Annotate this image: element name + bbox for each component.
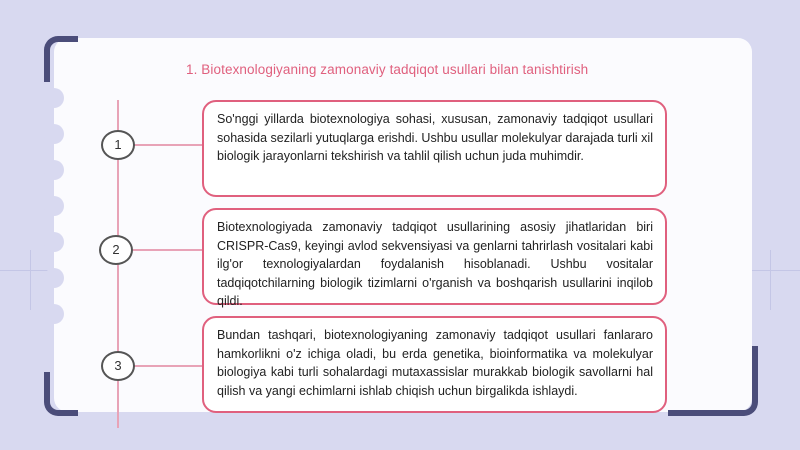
notch (44, 232, 64, 252)
step-text-box: Bundan tashqari, biotexnologiyaning zamonaviy tadqiqot usullari fanlararo hamkorlikni o'z ichiga oladi, bu erda genetika, bioinformatika va molekulyar biologiya kabi turli sohalardagi mutaxassislar murakkab biologik savollarni hal qilish va yangi echimlarni ishlab chiqish uchun birgalikda ishlaydi. (202, 316, 667, 413)
step-text-box: Biotexnologiyada zamonaviy tadqiqot usullarining asosiy jihatlaridan biri CRISPR-Cas9, keyingi avlod sekvensiyasi va genlarni tahrirlash vositalari kabi ilg'or texnologiyalardan foydalanish hisoblanadi. Ushbu vositalar tadqiqotchilarning biologik tizimlarni o'rganish va boshqarish usullarini inqilob qildi. (202, 208, 667, 305)
step-number: 3 (101, 351, 135, 381)
guide-line-right (770, 250, 771, 310)
frame-corner-top-left (44, 36, 78, 82)
notch (44, 268, 64, 288)
notch (44, 196, 64, 216)
timeline-connector (133, 249, 205, 251)
notch (44, 304, 64, 324)
timeline-connector (133, 144, 205, 146)
timeline-connector (133, 365, 205, 367)
notch (44, 124, 64, 144)
frame-corner-bottom-right (668, 346, 758, 416)
frame-corner-bottom-left (44, 372, 78, 416)
notch (44, 88, 64, 108)
guide-line-left (30, 250, 31, 310)
step-text-box: So'nggi yillarda biotexnologiya sohasi, xususan, zamonaviy tadqiqot usullari sohasida sezilarli yutuqlarga erishdi. Ushbu usullar molekulyar darajada turli xil biologik jarayonlarni tekshirish va tahlil qilish uchun juda muhimdir. (202, 100, 667, 197)
slide-title: 1. Biotexnologiyaning zamonaviy tadqiqot usullari bilan tanishtirish (186, 62, 589, 77)
notch (44, 160, 64, 180)
step-number: 1 (101, 130, 135, 160)
step-number: 2 (99, 235, 133, 265)
